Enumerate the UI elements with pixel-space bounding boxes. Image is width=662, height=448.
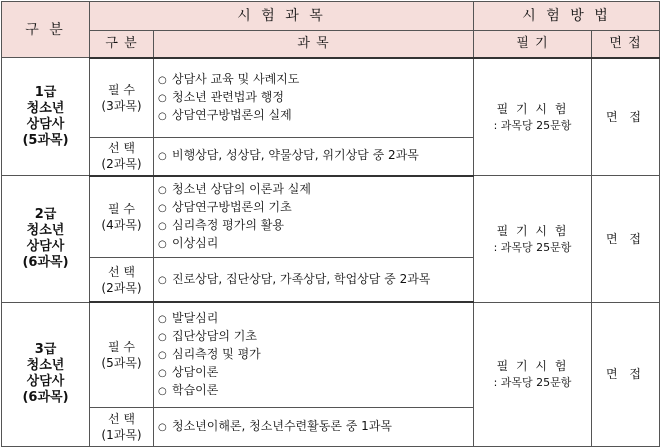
elective-count: (1과목): [101, 427, 142, 442]
elective-count: (2과목): [101, 280, 142, 295]
level-3-elective-kind: [90, 407, 154, 446]
level-2-interview: 면 접: [592, 176, 660, 303]
subject-item: ○ 집단상담의 기초: [158, 328, 473, 346]
written-detail: : 과목당 25문항: [493, 118, 572, 132]
subject-item: ○ 발달심리: [158, 310, 473, 328]
subject-item: ○ 심리측정 및 평가: [158, 346, 473, 364]
level-2-label: [2, 176, 90, 303]
required-label: 필 수: [108, 340, 135, 355]
header-exam-method: 시 험 방 법: [474, 2, 660, 31]
subject-item: ○ 상담연구방법론의 기초: [158, 199, 473, 217]
level-2-title: 청소년: [26, 223, 65, 239]
level-3-count: (6과목): [22, 390, 69, 406]
written-title: 필 기 시 험: [496, 223, 569, 238]
bullet-icon: ○: [158, 314, 167, 326]
subject-item: ○ 비행상담, 성상담, 약물상담, 위기상담 중 2과목: [158, 147, 473, 165]
required-count: (3과목): [101, 98, 142, 113]
header-interview: 면 접: [592, 31, 660, 58]
bullet-icon: ○: [158, 92, 167, 104]
bullet-icon: ○: [158, 202, 167, 214]
elective-label: 선 택: [108, 264, 135, 279]
bullet-icon: ○: [158, 110, 167, 122]
bullet-icon: ○: [158, 220, 167, 232]
level-3-sub: 상담사: [26, 374, 65, 390]
level-3-written: [474, 302, 592, 446]
bullet-icon: ○: [158, 350, 167, 362]
written-title: 필 기 시 험: [496, 358, 569, 373]
bullet-icon: ○: [158, 368, 167, 380]
level-1-grade: 1급: [34, 84, 57, 100]
elective-label: 선 택: [108, 411, 135, 426]
subject-item: ○ 상담연구방법론의 실제: [158, 107, 473, 125]
bullet-icon: ○: [158, 332, 167, 344]
level-1-required-kind: [90, 58, 154, 138]
elective-count: (2과목): [101, 157, 142, 172]
level-2-required-subjects: [154, 176, 474, 258]
level-2-grade: 2급: [34, 207, 57, 223]
bullet-icon: ○: [158, 184, 167, 196]
header-subject: 과 목: [154, 31, 474, 58]
subject-item: ○ 학습이론: [158, 382, 473, 400]
level-2-required-kind: [90, 176, 154, 258]
subject-item: ○ 청소년 관련법과 행정: [158, 89, 473, 107]
elective-label: 선 택: [108, 141, 135, 156]
written-detail: : 과목당 25문항: [493, 240, 572, 254]
bullet-icon: ○: [158, 74, 167, 86]
level-2-sub: 상담사: [26, 239, 65, 255]
level-3-interview: 면 접: [592, 302, 660, 446]
level-2-elective-subjects: [154, 257, 474, 302]
level-1-elective-subjects: [154, 137, 474, 175]
required-label: 필 수: [108, 201, 135, 216]
header-exam-subjects: 시 험 과 목: [90, 2, 474, 31]
exam-subjects-table: [1, 1, 660, 447]
written-detail: : 과목당 25문항: [493, 375, 572, 389]
level-1-written: [474, 58, 592, 176]
level-1-interview: 면 접: [592, 58, 660, 176]
level-3-elective-subjects: [154, 407, 474, 446]
bullet-icon: ○: [158, 274, 167, 286]
level-2-elective-kind: [90, 257, 154, 302]
header-gubun: 구 분: [2, 2, 90, 58]
level-2-count: (6과목): [22, 255, 69, 271]
level-1-title: 청소년: [26, 100, 65, 116]
bullet-icon: ○: [158, 421, 167, 433]
required-label: 필 수: [108, 82, 135, 97]
bullet-icon: ○: [158, 238, 167, 250]
required-count: (5과목): [101, 356, 142, 371]
level-3-title: 청소년: [26, 358, 65, 374]
bullet-icon: ○: [158, 151, 167, 163]
bullet-icon: ○: [158, 386, 167, 398]
required-count: (4과목): [101, 217, 142, 232]
subject-item: ○ 이상심리: [158, 235, 473, 253]
subject-item: ○ 심리측정 평가의 활용: [158, 217, 473, 235]
subject-item: ○ 진로상담, 집단상담, 가족상담, 학업상담 중 2과목: [158, 271, 473, 289]
level-3-grade: 3급: [34, 342, 57, 358]
subject-item: ○ 상담사 교육 및 사례지도: [158, 71, 473, 89]
level-1-elective-kind: [90, 137, 154, 175]
subject-item: ○ 청소년 상담의 이론과 실제: [158, 181, 473, 199]
level-1-required-subjects: [154, 58, 474, 138]
level-3-required-kind: [90, 302, 154, 407]
level-3-required-subjects: [154, 302, 474, 407]
written-title: 필 기 시 험: [496, 101, 569, 116]
header-sub-gubun: 구 분: [90, 31, 154, 58]
subject-item: ○ 상담이론: [158, 364, 473, 382]
level-1-label: [2, 58, 90, 176]
level-3-label: [2, 302, 90, 446]
level-1-count: (5과목): [22, 132, 69, 148]
subject-item: ○ 청소년이해론, 청소년수련활동론 중 1과목: [158, 418, 473, 436]
header-written: 필 기: [474, 31, 592, 58]
level-2-written: [474, 176, 592, 303]
level-1-sub: 상담사: [26, 116, 65, 132]
